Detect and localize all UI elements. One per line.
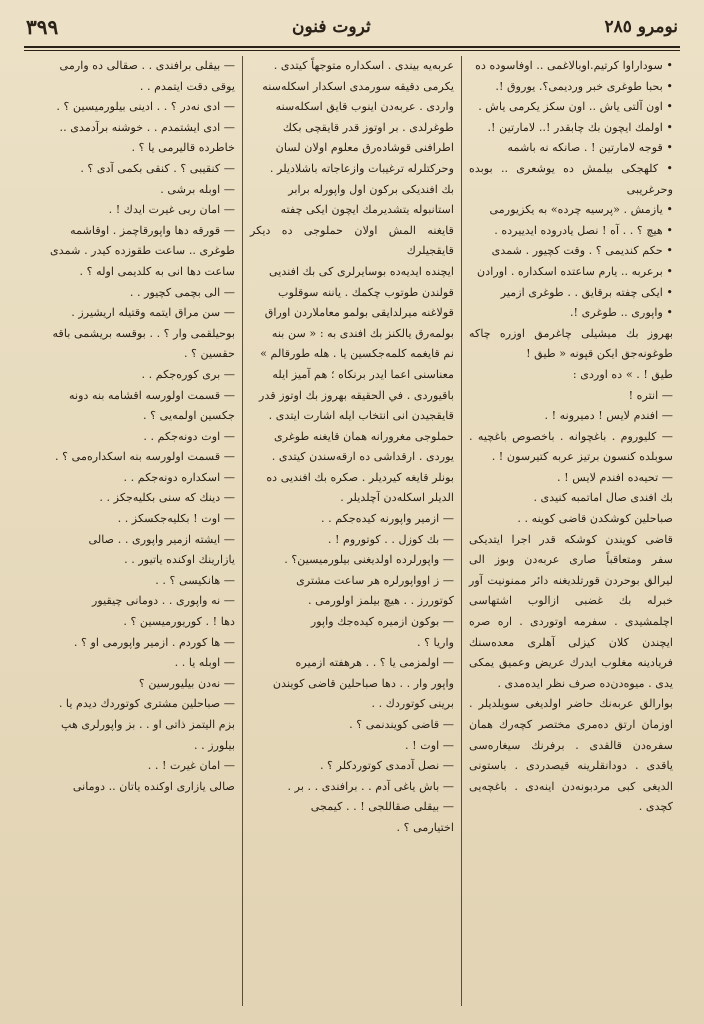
text-line: واريا ؟ . (416, 635, 454, 649)
text-line: — الى بچمى كچيور . . (129, 285, 235, 299)
text-line: • كلهجكى بيلمش ده يوشعرى .. بوبده وحرغريبى (469, 161, 673, 196)
text-line: طيق ! . » ده اوردى : (572, 367, 673, 381)
text-line: • حكم كنديمى ؟ . وقت كچيور . شمدى (491, 244, 673, 258)
header-rule (24, 46, 680, 48)
text-line: — صباحلين مشترى كوتوردك ديدم يا . (58, 697, 235, 711)
text-line: صالى يازارى اوكنده ياتان .. دومانى (72, 779, 235, 793)
text-line: — اوت ! بكليه‌جكسكز . . (117, 512, 235, 526)
text-line: بونلر قايغه كيرديلر . صكره بك افنديى ده (266, 470, 454, 484)
column-right (462, 56, 680, 1006)
text-line: — كنقيبى ؟ . كنقى بكمى آدى ؟ . (80, 161, 235, 175)
text-line: — اوبله برشى . (160, 182, 235, 196)
text-line: معناسنى اعما ايدر برنكاه ؛ هم آميز ايله (272, 367, 454, 381)
text-line: بك افندى صال اماتمبه كنيدى . (533, 491, 673, 505)
text-line: يوقى دقت ايتمدم . . (139, 79, 235, 93)
text-line: قاضى كويندن كوشكه قدر اجرا ايتديكى سفر ومتعاقباً صارى عربه‌دن وبوز الى ليرالق بوحردن قورتلديغنه دائر ممنونيت آور خبرله بك غضبى ازالوب اشتهاسى اچلمشيدى . سفرمه اوتوردى . اره صره ايچندن كلان كيزلى آهلرى معده‌سنك فريادينه مغلوب ايدرك عريض وعميق يمكى يدى . ميوه‌دن‌ده صرف نظر ايده‌مدى . (469, 532, 673, 690)
text-line: قولندن طوتوب چكمك . ياننه سوقلوب (278, 285, 454, 299)
text-line: — ادى ايشتمدم . . خوشنه برآدمدى .. (59, 120, 235, 134)
text-line: بوحيلقمى وار ؟ . . بوقسه بريشمى باقه (52, 326, 235, 340)
text-line: بيلورز . . (193, 738, 235, 752)
column-middle (243, 56, 462, 1006)
text-line: دها ! . كوريورميسين ؟ . (123, 615, 235, 629)
text-line: — ايشته ازمير واپورى . . صالى (88, 532, 235, 546)
text-line: — تحيه‌ده افندم لايس ! . (557, 470, 673, 484)
text-line: طوغرى .. ساعت طقوزده كيدر . شمدى (50, 244, 235, 258)
text-line: — اولمزمى يا ؟ . . هرهفته ازميره (295, 656, 454, 670)
text-line: عربه‌يه بيندى . اسكداره متوجهاً كيتدى . (273, 59, 454, 72)
issue-number: نومرو ٢٨٥ (604, 17, 678, 37)
text-line: — ها كوردم . ازمير واپورمى او ؟ . (73, 635, 235, 649)
text-line: — افندم لايس ! دميرونه ! . (544, 409, 673, 423)
text-line: • قوجه لامارتين ! . صانكه نه باشمه (507, 141, 673, 155)
text-line: — كليوروم . باغچوانه . باخصوص باغچيه . سوبلده كنسون برتيز عربه كتيرسون ! . (469, 429, 673, 464)
text-line: كوتوررز . . هيچ بيلمز اولورمى . (308, 594, 454, 608)
text-line: باقيوردى . في الحقيقه بهروز بك اوتوز قدر (259, 388, 454, 402)
text-line: — دينك كه سنى بكليه‌جكز . . (99, 491, 235, 505)
text-line: بزم اليتمز ذاتى او . . بز واپورلرى هپ (60, 718, 235, 731)
text-line: — ازمير واپورنه كيده‌جكم . . (320, 512, 454, 526)
text-line: — بك كوزل . . كوتوروم ! . (327, 532, 454, 546)
text-line: حقسين ؟ . (183, 347, 235, 361)
text-line: — ادى نه‌در ؟ . . ادينى بيلورميسين ؟ . (56, 100, 235, 114)
header-rule-thin (24, 50, 680, 51)
text-line: واپور وار . . دها صباحلين قاضى كويندن (272, 676, 454, 690)
text-line: • بحبا طوغرى خبر ورديمى؟. يوروق !. (495, 79, 673, 93)
text-line: — قسمت اولورسه بنه اسكداره‌مى ؟ . (55, 450, 235, 464)
text-line: ايچنده ايديه‌ده بوسايرلرى كى بك افنديى (268, 264, 454, 278)
text-line: قايقجيدن انى انتخاب ايله اشارت ايتدى . (268, 409, 454, 423)
page-number: ٣٩٩ (26, 15, 59, 39)
text-line: يازارينك اوكنده ياتيور . . (124, 553, 235, 567)
text-line: — اوبله يا . . (174, 656, 235, 670)
text-line: — انتره ! (628, 388, 673, 402)
text-line: قايغنه المش اولان حملوجى ده ديكر قايقجيلرك (250, 223, 454, 258)
text-line: • ايكى چفته برقايق . . طوغرى ازمير (500, 285, 673, 299)
text-line: • واپورى .. طوغرى !. (569, 306, 673, 320)
text-line: بولمه‌رق يالكنز بك افندى به : « سن بنه (271, 326, 454, 340)
text-line: — بيقلى برافندى . . صقالى ده وارمى (59, 59, 235, 72)
text-columns (24, 56, 680, 1006)
text-line: جكسين اولمه‌يى ؟ . (143, 409, 235, 423)
text-line: — قسمت اولورسه اقشامه بنه دونه (68, 388, 235, 402)
text-line: • برعربه .. يارم ساعتده اسكداره . اورادن (477, 264, 673, 278)
text-line: ساعت دها انى به كلديمى اوله ؟ . (79, 264, 235, 278)
page-header (26, 10, 678, 44)
text-line: — قاضى كويندنمى ؟ . (349, 718, 454, 731)
text-line: — اسكداره دونه‌جكم . . (123, 470, 235, 484)
column-left (24, 56, 243, 1006)
text-line: — قورقه دها واپورقاچمز . اوقاشمه (70, 223, 235, 237)
text-line: يكرمى دقيقه سورمدى اسكدار اسكله‌سنه (262, 79, 454, 93)
text-line: اطرافنى قوشاده‌رق معلوم اولان لسان (275, 141, 454, 155)
text-line: — امان ربى غيرت ايدك ! . (108, 203, 235, 217)
text-line: • يازمش . «پرسيه چرده» به يكزيورمى (489, 203, 673, 217)
text-line: • اون آلتى ياش .. اون سكز يكرمى ياش . (478, 100, 673, 114)
text-line: حملوجى مغرورانه همان قايغنه طوغرى (273, 429, 454, 443)
text-line: استانبوله يتشديرمك ايچون ايكى چفته (280, 203, 454, 217)
text-line: — بوكون ازميره كيده‌جك واپور (310, 615, 454, 629)
text-line: برينى كوتوردك . . (371, 697, 454, 711)
text-line: — اوت دونه‌جكم . . (143, 429, 235, 443)
text-line: • هيچ ؟ . . آه ! نصل يادروده ايدييرده . (494, 223, 673, 237)
text-line: بهروز بك ميشيلى چاغرمق اوزره چاكه طوغونه‌جق ايكن قپونه « طيق ! (469, 326, 673, 361)
text-line: الديلر اسكله‌دن آچلديلر . (340, 491, 454, 505)
text-line: — هانكيسى ؟ . . (155, 573, 235, 587)
text-line: قولاغنه ميرلدايقى بولمو معاملاردن اوراق (264, 306, 454, 320)
journal-title: ثروت فنون (291, 17, 371, 37)
text-line: يوردى . ارقداشى ده ارقه‌سندن كيتدى . (271, 450, 454, 464)
text-line: اختيارمى ؟ . (396, 820, 454, 834)
text-line: خاطرده قاليرمى يا ؟ . (131, 141, 235, 155)
text-line: — نه واپورى . . دومانى چيقيور (91, 594, 235, 608)
text-line: — برى كوره‌جكم . . (141, 367, 235, 381)
text-line: • اولمك ايچون بك چابقدر !.. لامارتين !. (487, 120, 673, 134)
text-line: — ز اوواپورلره هر ساعت مشترى (296, 573, 454, 587)
text-line: — واپورلرده اولديغنى بيلورميسين؟ . (284, 553, 454, 567)
text-line: — اوت ! . (405, 738, 454, 752)
text-line: نم قايغمه كلمه‌جكسين يا . هله طورقالم » (260, 347, 454, 361)
text-line: واردى . عربه‌دن اينوب قايق اسكله‌سنه (275, 100, 454, 114)
text-line: بوارالق عربه‌نك حاضر اولديغى سويلديلر . اوزمان ارتق ده‌مرى مختصر كچه‌رك همان سفره‌دن قالقدى . برفرنك سيغاره‌سى ياقدى . دودانقلرينه قيصدردى . باستونى الديغى كبى مردبونه‌دن اينه‌دى . باغچه‌يى كچدى . (469, 697, 673, 814)
text-line: • سوداراوا كرتيم.اوبالاغمى .. اوفاسوده ده (475, 59, 673, 72)
text-line: صباحلين كوشكدن قاضى كوينه . . (517, 512, 673, 526)
text-line: — نصل آدمدى كوتوردكلر ؟ . (319, 759, 454, 773)
text-line: وحركتلرله ترغيبات وازعاجاته باشلاديلر . (269, 161, 454, 175)
text-line: — امان غيرت ! . . (147, 759, 235, 773)
text-line: بك افنديكى بركون اول واپورله برابر (288, 182, 454, 196)
text-line: — سن مراق ايتمه وقتيله اريشيرز . (71, 306, 235, 320)
text-line: طوغرلدى . بر اوتوز قدر قايقچى بكك (282, 120, 454, 134)
text-line: — باش ياغى آدم . . برافندى . . بر . (287, 779, 454, 793)
text-line: — نه‌دن بيليورسين ؟ (138, 676, 235, 690)
text-line: — بيقلى صقاللجى ! . . كيمجى (310, 800, 454, 814)
